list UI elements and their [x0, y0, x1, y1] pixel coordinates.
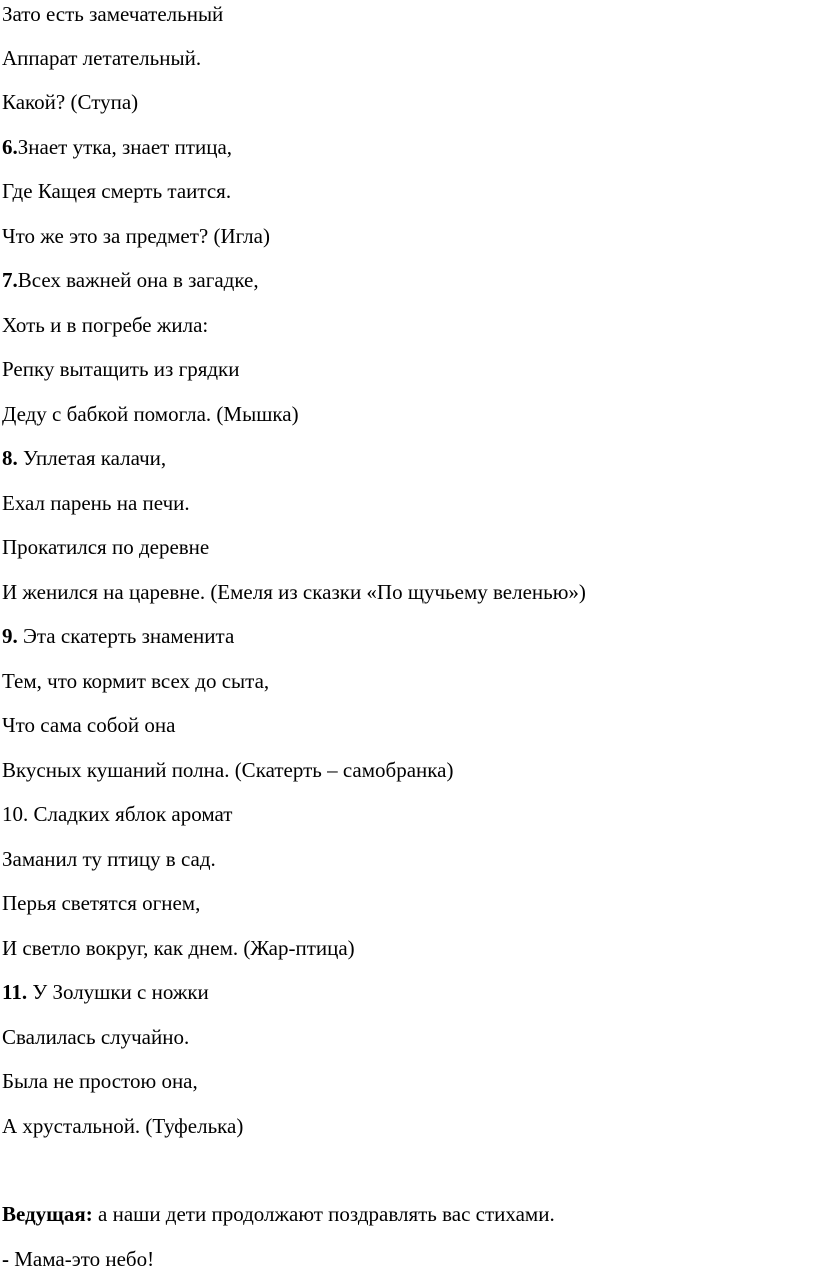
text-line: Аппарат летательный.: [2, 46, 202, 70]
text-line: Деду с бабкой помогла. (Мышка): [2, 402, 299, 426]
text-line: Была не простою она,: [2, 1069, 198, 1093]
text-line: Прокатился по деревне: [2, 535, 210, 559]
riddle-10-line: 10. Сладких яблок аромат: [2, 802, 233, 826]
riddle-7-line: 7.Всех важней она в загадке,: [2, 268, 259, 292]
text-line: Тем, что кормит всех до сыта,: [2, 669, 270, 693]
text-line: Заманил ту птицу в сад.: [2, 847, 216, 871]
host-text: а наши дети продолжают поздравлять вас стихами.: [92, 1202, 555, 1226]
text-line: Перья светятся огнем,: [2, 891, 201, 915]
riddle-number: 8.: [2, 446, 18, 470]
text-line: Что же это за предмет? (Игла): [2, 224, 270, 248]
text-line: Зато есть замечательный: [2, 2, 224, 26]
text-line: Хоть и в погребе жила:: [2, 313, 209, 337]
riddle-6-line: 6.Знает утка, знает птица,: [2, 135, 233, 159]
riddle-9-line: 9. Эта скатерть знаменита: [2, 624, 235, 648]
text-line: Где Кащея смерть таится.: [2, 179, 232, 203]
riddle-number: 6.: [2, 135, 18, 159]
text-line: Какой? (Ступа): [2, 90, 139, 114]
text-line: Свалилась случайно.: [2, 1025, 190, 1049]
text-line: И женился на царевне. (Емеля из сказки «По щучьему веленью»): [2, 580, 586, 604]
host-label: Ведущая:: [2, 1202, 93, 1226]
text-line: Репку вытащить из грядки: [2, 357, 240, 381]
text-line: И светло вокруг, как днем. (Жар-птица): [2, 936, 355, 960]
text-line: Ехал парень на печи.: [2, 491, 190, 515]
riddle-number: 11.: [2, 980, 28, 1004]
text-line: Что сама собой она: [2, 713, 176, 737]
riddle-8-line: 8. Уплетая калачи,: [2, 446, 167, 470]
dash-mark: -: [2, 1247, 9, 1271]
host-line: [2, 1200, 555, 1228]
text-line: А хрустальной. (Туфелька): [2, 1114, 244, 1138]
text-line: Вкусных кушаний полна. (Скатерть – самобранка): [2, 758, 454, 782]
riddle-11-line: 11. У Золушки с ножки: [2, 980, 209, 1004]
poem-line: - Мама-это небо!: [2, 1247, 155, 1271]
riddle-number: 9.: [2, 624, 18, 648]
riddle-number: 7.: [2, 268, 18, 292]
